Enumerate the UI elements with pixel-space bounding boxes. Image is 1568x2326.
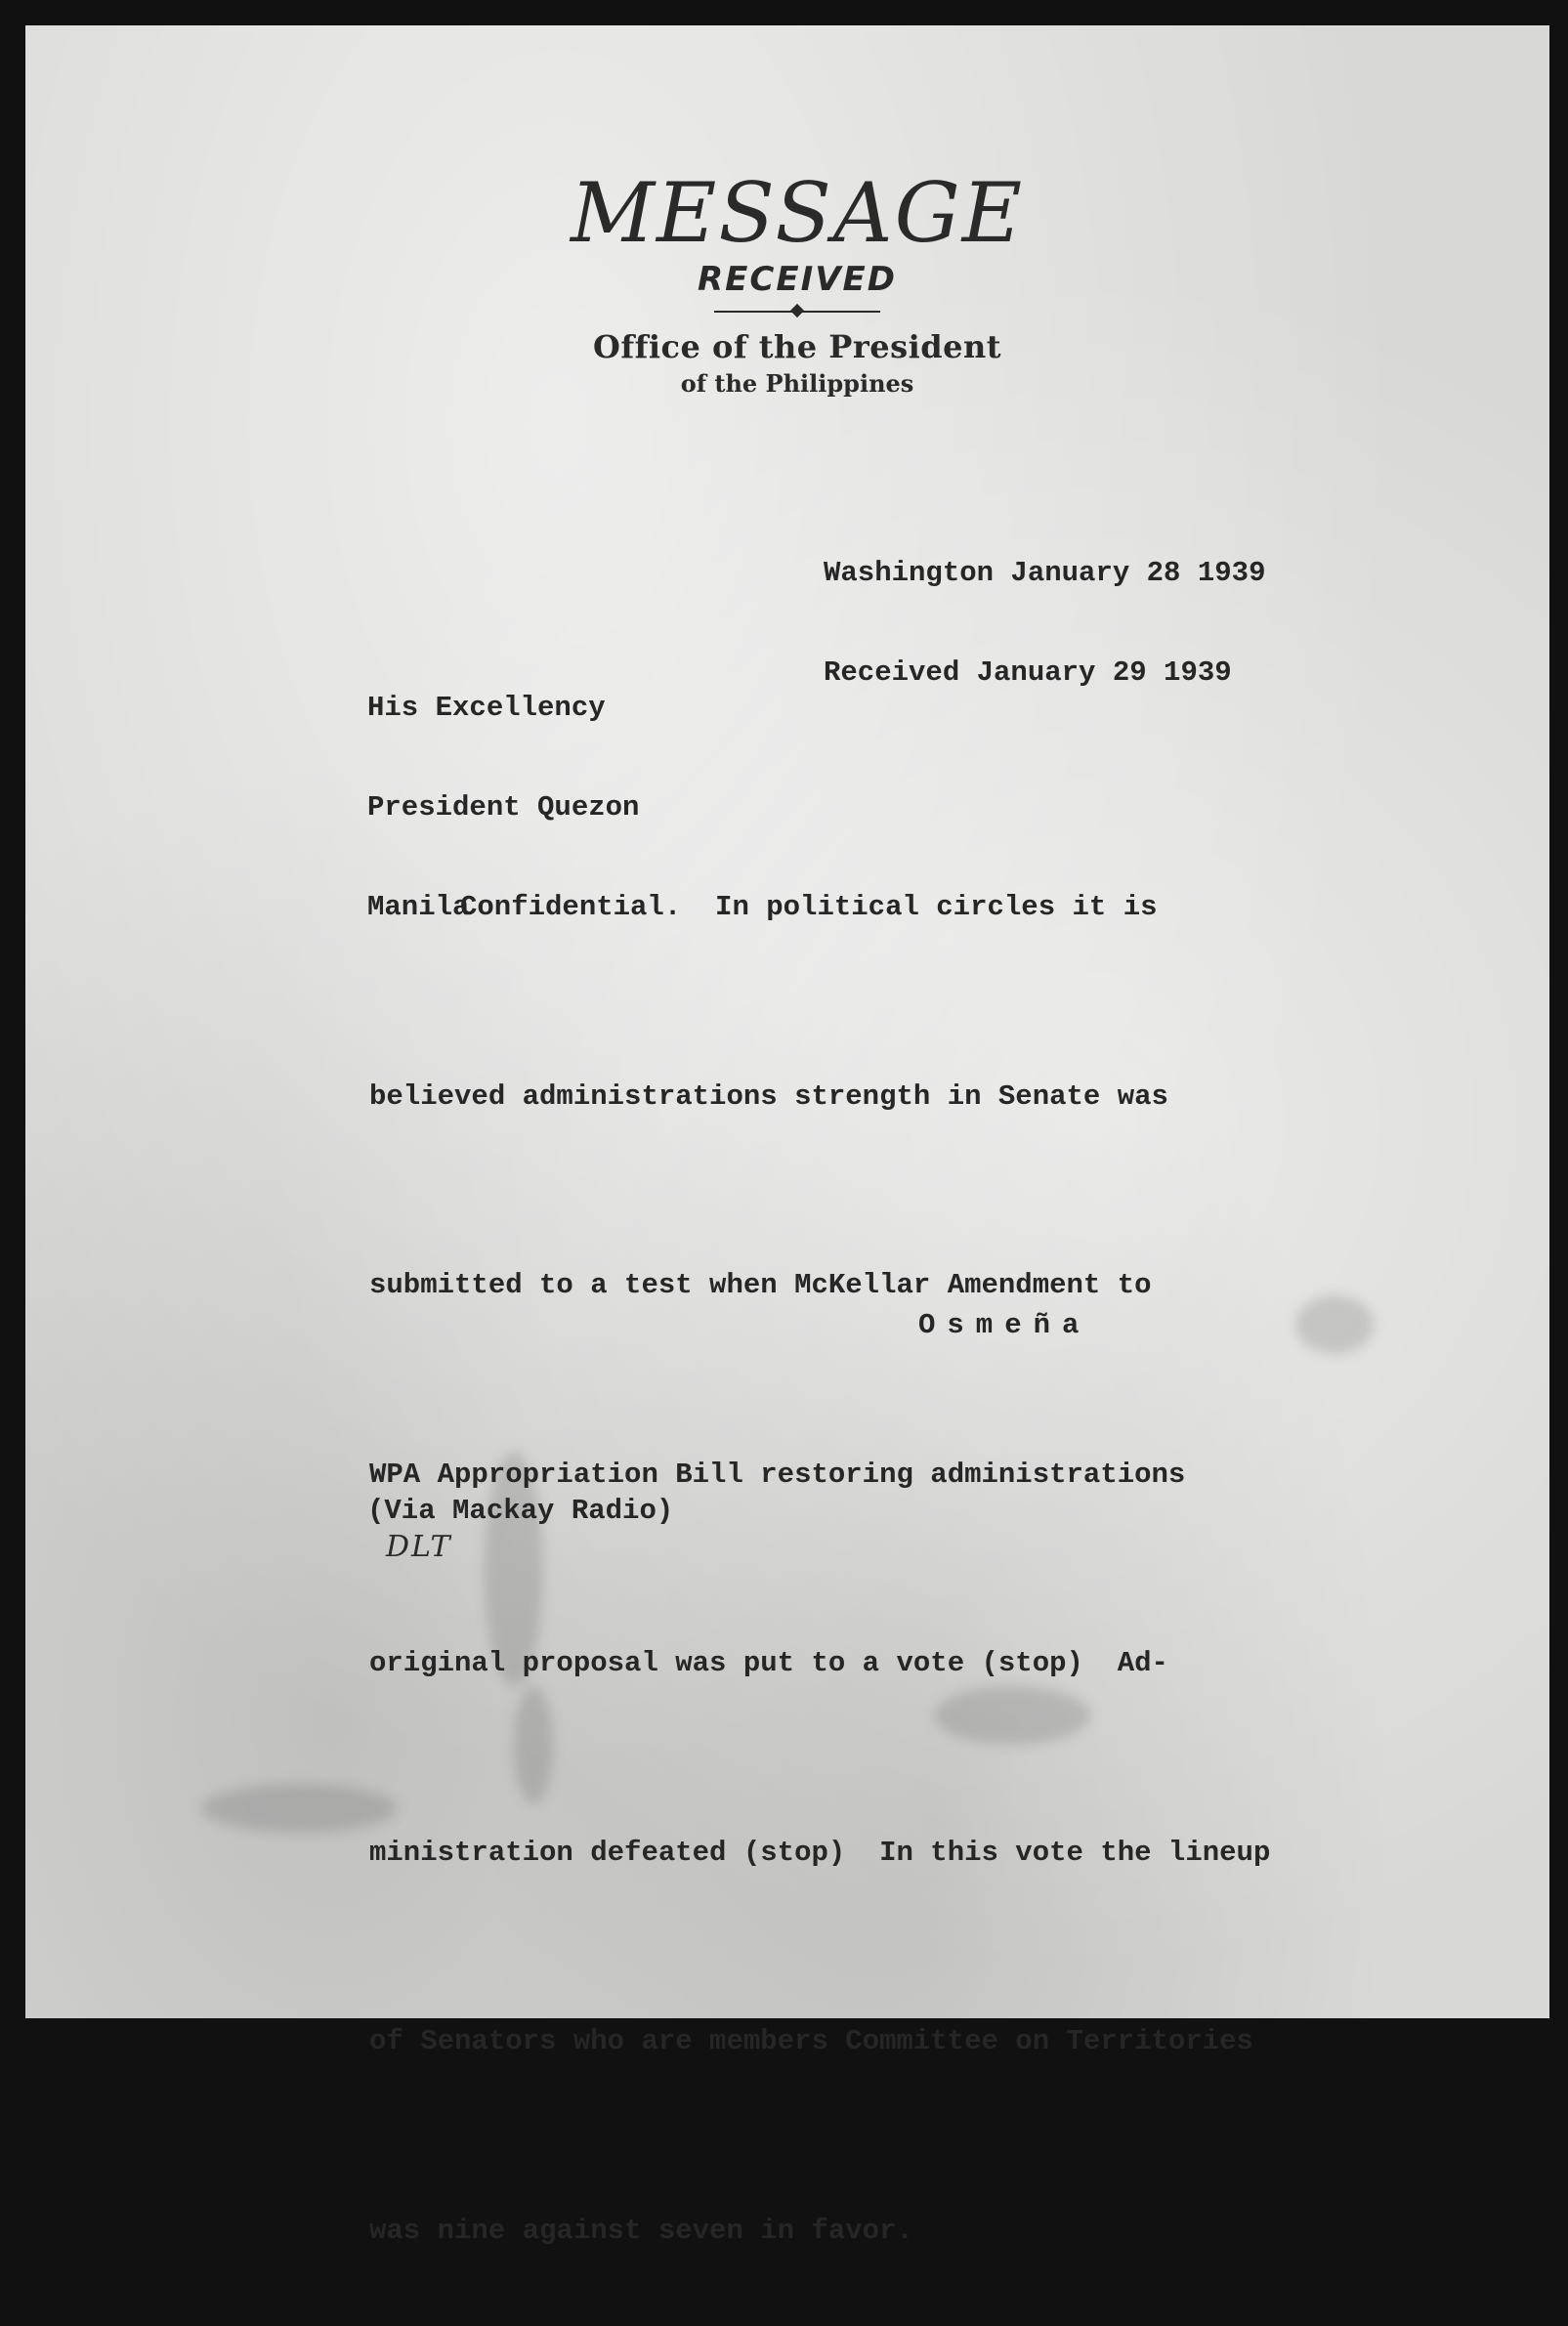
body-line: of Senators who are members Committee on Territories <box>369 2025 1253 2057</box>
address-line: His Excellency <box>367 692 606 724</box>
received-date: Received January 29 1939 <box>824 656 1232 689</box>
letterhead-divider <box>714 311 880 313</box>
body-line: ministration defeated (stop) In this vote the lineup <box>369 1836 1271 1869</box>
transmission-note: (Via Mackay Radio) <box>367 1495 674 1527</box>
body-line: original proposal was put to a vote (stop) Ad- <box>369 1647 1168 1679</box>
letterhead-country: of the Philippines <box>680 369 914 398</box>
letterhead-title: MESSAGE <box>570 165 1025 261</box>
address-line: Manila <box>367 891 470 923</box>
body-line: Confidential. In political circles it is <box>460 891 1158 923</box>
ink-smudge <box>1295 1295 1374 1354</box>
body-line: was nine against seven in favor. <box>369 2214 913 2247</box>
letterhead <box>504 165 1090 398</box>
message-body <box>369 750 1270 2326</box>
handwritten-initials: DLT <box>386 1530 452 1564</box>
ink-smudge <box>201 1784 397 1833</box>
dateline <box>824 490 1265 723</box>
body-line: submitted to a test when McKellar Amendment to <box>369 1269 1152 1301</box>
letterhead-subtitle: RECEIVED <box>698 260 897 299</box>
sent-date: Washington January 28 1939 <box>824 557 1266 589</box>
signature: Osmeña <box>918 1309 1091 1341</box>
letterhead-office: Office of the President <box>592 328 1002 365</box>
address-line: President Quezon <box>367 791 640 824</box>
body-line: believed administrations strength in Senate was <box>369 1079 1168 1113</box>
diamond-ornament-icon <box>790 304 804 317</box>
body-line: WPA Appropriation Bill restoring administrations <box>369 1458 1186 1491</box>
